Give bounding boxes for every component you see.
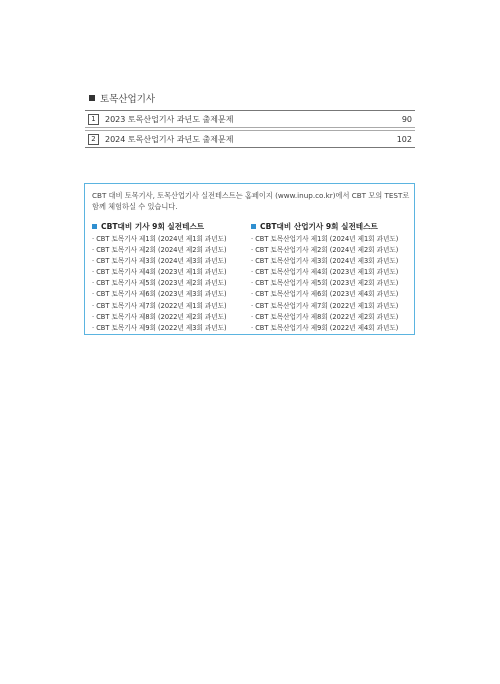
cbt-test-item: · CBT 토목기사 제8회 (2022년 제2회 과년도) [92,312,227,321]
cbt-column-heading [92,220,252,232]
cbt-test-item: · CBT 토목산업기사 제8회 (2022년 제2회 과년도) [251,312,399,321]
cbt-intro-text: CBT 대비 토목기사, 토목산업기사 실전테스트는 홈페이지 (www.inup.co.kr)에서 CBT 모의 TEST로 함께 체험하실 수 있습니다. [92,191,410,211]
toc-title: 2024 토목산업기사 과년도 출제문제 [105,134,234,144]
section-title: 토목산업기사 [100,94,156,105]
cbt-info-box [84,183,415,335]
cbt-test-item: · CBT 토목산업기사 제4회 (2023년 제1회 과년도) [251,268,399,277]
cbt-test-item: · CBT 토목산업기사 제7회 (2022년 제1회 과년도) [251,301,399,310]
square-bullet-icon [89,95,95,101]
cbt-test-item: · CBT 토목기사 제5회 (2023년 제2회 과년도) [92,279,227,288]
cbt-column-heading [251,220,411,232]
cbt-test-item: · CBT 토목산업기사 제9회 (2022년 제4회 과년도) [251,323,399,332]
cbt-test-item: · CBT 토목산업기사 제1회 (2024년 제1회 과년도) [251,235,399,243]
cbt-column-heading-text: CBT대비 기사 9회 실전테스트 [101,221,205,231]
toc-number-box: 2 [88,134,99,145]
cbt-test-item: · CBT 토목기사 제1회 (2024년 제1회 과년도) [92,235,227,243]
toc-row[interactable] [85,110,415,128]
blue-square-icon [92,224,97,229]
cbt-test-item: · CBT 토목산업기사 제6회 (2023년 제4회 과년도) [251,290,399,299]
cbt-test-item: · CBT 토목기사 제9회 (2022년 제3회 과년도) [92,323,227,332]
cbt-test-item: · CBT 토목기사 제4회 (2023년 제1회 과년도) [92,268,227,277]
cbt-test-item: · CBT 토목기사 제7회 (2022년 제1회 과년도) [92,301,227,310]
cbt-test-item: · CBT 토목산업기사 제2회 (2024년 제2회 과년도) [251,246,399,255]
toc-page-number: 102 [396,134,412,144]
cbt-test-item: · CBT 토목기사 제2회 (2024년 제2회 과년도) [92,246,227,255]
cbt-test-item: · CBT 토목기사 제3회 (2024년 제3회 과년도) [92,257,227,266]
cbt-test-item: · CBT 토목산업기사 제5회 (2023년 제2회 과년도) [251,279,399,288]
cbt-column-heading-text: CBT대비 산업기사 9회 실전테스트 [260,221,378,231]
blue-square-icon [251,224,256,229]
toc-title: 2023 토목산업기사 과년도 출제문제 [105,114,234,124]
toc-row[interactable] [85,130,415,148]
cbt-test-item: · CBT 토목산업기사 제3회 (2024년 제3회 과년도) [251,257,399,266]
cbt-test-list [251,234,411,334]
section-heading [89,91,155,105]
cbt-column-industrial-engineer [251,220,411,334]
toc-page-number: 90 [401,114,412,124]
cbt-test-list [92,234,252,334]
cbt-column-engineer [92,220,252,334]
cbt-test-item: · CBT 토목기사 제6회 (2023년 제3회 과년도) [92,290,227,299]
toc-number-box: 1 [88,114,99,125]
